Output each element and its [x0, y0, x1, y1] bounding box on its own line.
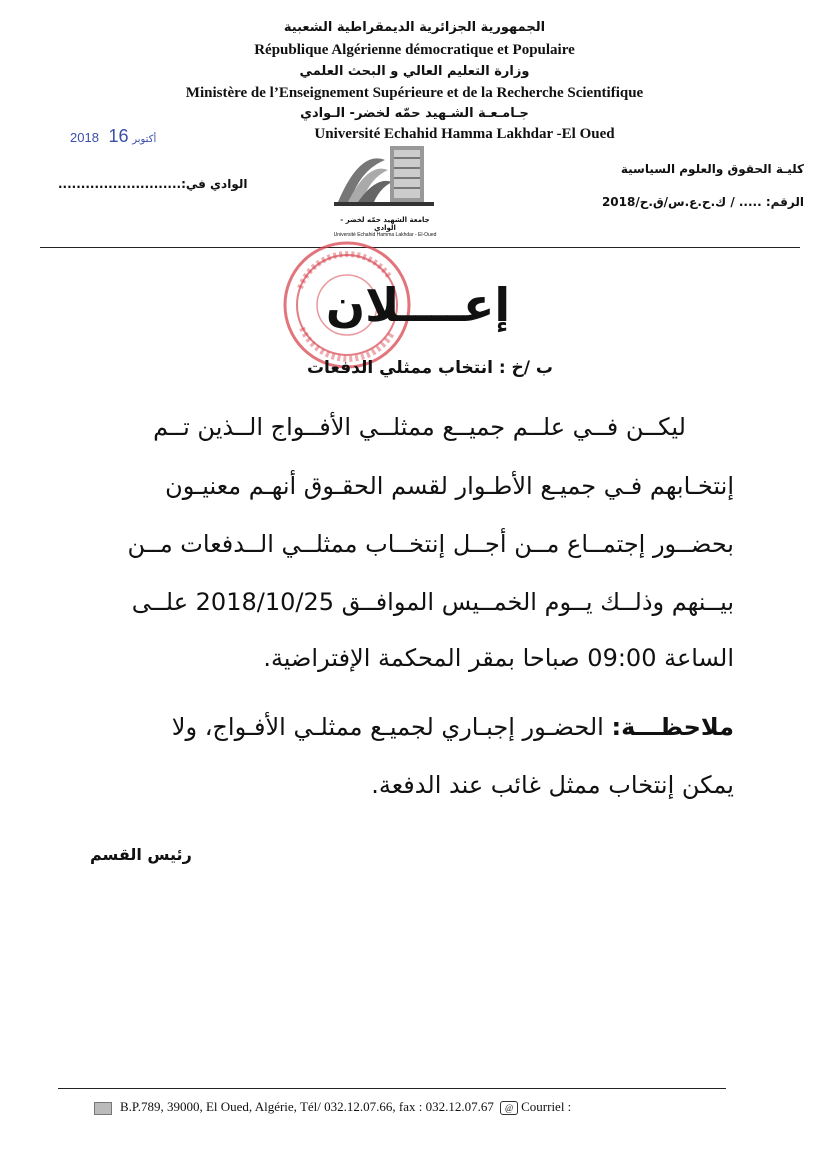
announcement-subject: ب /خ : انتخاب ممثلي الدفعات [306, 358, 553, 378]
logo-caption-fr: Université Echahid Hamma Lakhdar - El-Oued [333, 232, 437, 238]
note-line-2: يمكن إنتخاب ممثل غائب عند الدفعة. [371, 771, 734, 799]
university-logo-icon [330, 140, 440, 212]
footer-email-label: Courriel : [521, 1099, 572, 1114]
republic-ar: الجمهورية الجزائرية الديمقراطية الشعبية [283, 20, 546, 35]
date-stamp-day: 16 [108, 126, 129, 146]
note-label: ملاحظـــة: [611, 713, 734, 741]
signature-title: رئيس القسم [90, 845, 192, 864]
footer-address: B.P.789, 39000, El Oued, Algérie, Tél/ 032.12.07.66, fax : 032.12.07.67 [120, 1099, 494, 1114]
ministry-fr: Ministère de l’Enseignement Supérieure et de la Recherche Scientifique [185, 85, 644, 101]
university-fr: Université Echahid Hamma Lakhdar -El Oued [314, 126, 615, 142]
body-line-1: ليكــن فــي علــم جميــع ممثلــي الأفــواج الــذين تــم [153, 413, 686, 441]
date-stamp-year: 2018 [70, 130, 99, 145]
body-line-4: بيــنهم وذلــك يــوم الخمــيس الموافــق 2018/10/25 علــى [131, 588, 734, 616]
body-line-2: إنتخـابهم فـي جميـع الأطـوار لقسم الحقـوق أنهـم معنيـون [165, 472, 734, 500]
reference-number: الرقم: ..... / ك.ح.ع.س/ق.ح/2018 [601, 195, 804, 209]
ministry-ar: وزارة التعليم العالي و البحث العلمي [299, 64, 530, 79]
announcement-title: إعــــلان [325, 278, 511, 332]
mailbox-icon [94, 1102, 112, 1115]
body-line-5: الساعة 09:00 صباحا بمقر المحكمة الإفتراضية. [263, 644, 734, 672]
republic-fr: République Algérienne démocratique et Populaire [254, 42, 575, 58]
email-icon: @ [500, 1101, 518, 1115]
place-date: الوادي في:........................... [58, 177, 248, 191]
university-ar: جـامـعـة الشـهيد حمّه لخضر- الـوادي [300, 106, 529, 121]
date-stamp [70, 126, 156, 147]
note-line-1 [172, 713, 734, 741]
logo-caption-ar: جامعة الشهيد حمّه لخضر - الوادي [340, 216, 430, 232]
university-logo [330, 140, 440, 238]
footer-divider [58, 1088, 726, 1089]
body-line-3: بحضــور إجتمــاع مــن أجــل إنتخــاب ممثلــي الــدفعات مــن [127, 530, 734, 558]
header-divider [40, 247, 800, 248]
faculty-name: كليـة الحقوق والعلوم السياسية [620, 162, 804, 176]
footer [94, 1099, 571, 1115]
date-stamp-month: أكتوبر [132, 134, 157, 145]
note-text-1: الحضـور إجبـاري لجميـع ممثلـي الأفـواج، ولا [171, 713, 604, 741]
